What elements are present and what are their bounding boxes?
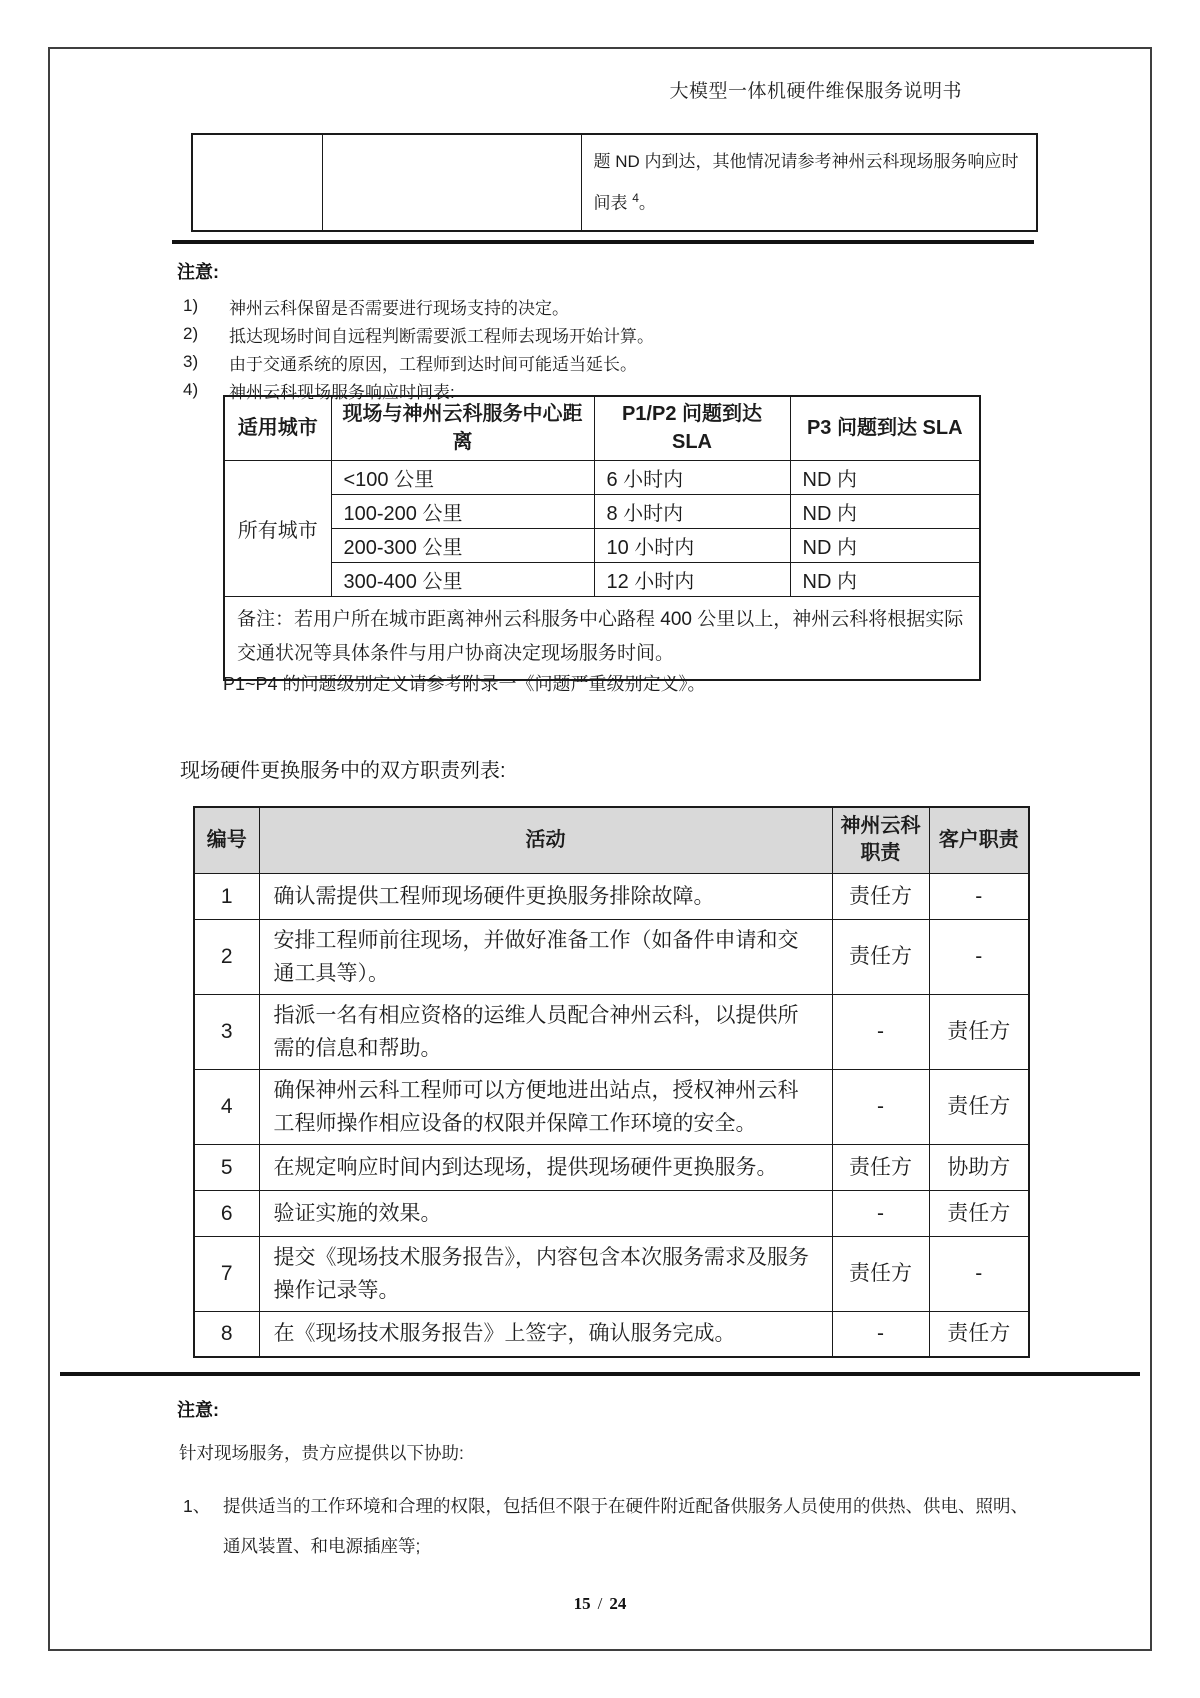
row-number-cell: 1 [194, 873, 259, 919]
column-header-city: 适用城市 [224, 396, 331, 460]
table-row [192, 134, 1037, 231]
activity-cell: 安排工程师前往现场，并做好准备工作（如备件申请和交通工具等）。 [259, 919, 832, 994]
page-number-footer [0, 1594, 1200, 1614]
table-row [194, 919, 1029, 994]
distance-cell: <100 公里 [331, 460, 594, 494]
vendor-duty-cell: 责任方 [832, 873, 929, 919]
activity-cell: 提交《现场技术服务报告》，内容包含本次服务需求及服务操作记录等。 [259, 1236, 832, 1311]
vendor-duty-cell: - [832, 1069, 929, 1144]
p1p2-sla-cell: 12 小时内 [594, 562, 790, 596]
city-cell: 所有城市 [224, 460, 331, 596]
distance-cell: 100-200 公里 [331, 494, 594, 528]
column-header-p3-sla: P3 问题到达 SLA [790, 396, 980, 460]
customer-duty-cell: 责任方 [929, 1311, 1029, 1357]
table-cell [581, 134, 1037, 231]
section-divider-rule [60, 1372, 1140, 1376]
customer-duty-cell: 责任方 [929, 994, 1029, 1069]
list-item-text: 神州云科保留是否需要进行现场支持的决定。 [229, 298, 569, 318]
table-row [194, 1311, 1029, 1357]
footnote-marker: 4 [632, 191, 639, 205]
customer-duty-cell: - [929, 919, 1029, 994]
vendor-duty-cell: - [832, 1311, 929, 1357]
row-number-cell: 6 [194, 1190, 259, 1236]
row-number-cell: 3 [194, 994, 259, 1069]
column-header-p1p2-sla: P1/P2 问题到达 SLA [594, 396, 790, 460]
table-header-row [224, 396, 980, 460]
table-row [194, 873, 1029, 919]
activity-cell: 确保神州云科工程师可以方便地进出站点，授权神州云科工程师操作相应设备的权限并保障工作环境的安全。 [259, 1069, 832, 1144]
list-item [183, 348, 1043, 376]
activity-cell: 在规定响应时间内到达现场，提供现场硬件更换服务。 [259, 1144, 832, 1190]
total-page-count: 24 [609, 1594, 627, 1613]
section-divider-rule [172, 240, 1034, 244]
table-row [224, 596, 980, 680]
list-item-number: 2) [183, 324, 199, 343]
row-number-cell: 8 [194, 1311, 259, 1357]
continuation-table [191, 133, 1038, 232]
distance-cell: 300-400 公里 [331, 562, 594, 596]
notes-label: 注意: [177, 1400, 219, 1420]
activity-cell: 指派一名有相应资格的运维人员配合神州云科，以提供所需的信息和帮助。 [259, 994, 832, 1069]
p3-sla-cell: ND 内 [790, 528, 980, 562]
activity-cell: 验证实施的效果。 [259, 1190, 832, 1236]
list-item-text: 提供适当的工作环境和合理的权限，包括但不限于在硬件附近配备供服务人员使用的供热、供电、照明、通风装置、和电源插座等; [223, 1496, 1028, 1556]
list-item [183, 320, 1043, 348]
section-heading: 现场硬件更换服务中的双方职责列表: [180, 760, 506, 782]
responsibilities-table [193, 806, 1030, 1358]
p3-sla-cell: ND 内 [790, 562, 980, 596]
column-header-activity: 活动 [259, 807, 832, 873]
assistance-intro-text: 针对现场服务，贵方应提供以下协助: [179, 1443, 464, 1463]
p1p2-sla-cell: 8 小时内 [594, 494, 790, 528]
p3-sla-cell: ND 内 [790, 460, 980, 494]
continuation-text-end: 。 [638, 193, 656, 213]
list-item-number: 1、 [183, 1496, 211, 1516]
customer-duty-cell: - [929, 1236, 1029, 1311]
list-item-number: 1) [183, 296, 199, 315]
column-header-customer-duty: 客户职责 [929, 807, 1029, 873]
list-item-text: 抵达现场时间自远程判断需要派工程师去现场开始计算。 [229, 326, 654, 346]
numbered-note-list [183, 292, 1043, 404]
continuation-text [594, 143, 1025, 222]
vendor-duty-cell: 责任方 [832, 1236, 929, 1311]
customer-duty-cell: 责任方 [929, 1069, 1029, 1144]
vendor-duty-cell: 责任方 [832, 1144, 929, 1190]
table-row [194, 994, 1029, 1069]
p1p2-sla-cell: 6 小时内 [594, 460, 790, 494]
column-header-no: 编号 [194, 807, 259, 873]
p1p2-sla-cell: 10 小时内 [594, 528, 790, 562]
table-row [224, 460, 980, 494]
vendor-duty-cell: 责任方 [832, 919, 929, 994]
row-number-cell: 5 [194, 1144, 259, 1190]
table-row [194, 1236, 1029, 1311]
row-number-cell: 7 [194, 1236, 259, 1311]
table-header-row [194, 807, 1029, 873]
list-item-text: 由于交通系统的原因，工程师到达时间可能适当延长。 [229, 354, 637, 374]
p3-sla-cell: ND 内 [790, 494, 980, 528]
p1p4-definition-note: P1~P4 的问题级别定义请参考附录一《问题严重级别定义》。 [223, 674, 706, 694]
empty-cell [192, 134, 322, 231]
page-number-separator: / [597, 1594, 603, 1613]
row-number-cell: 2 [194, 919, 259, 994]
vendor-duty-cell: - [832, 1190, 929, 1236]
remark-cell: 备注：若用户所在城市距离神州云科服务中心路程 400 公里以上，神州云科将根据实际交通状况等具体条件与用户协商决定现场服务时间。 [224, 596, 980, 680]
customer-duty-cell: - [929, 873, 1029, 919]
activity-cell: 在《现场技术服务报告》上签字，确认服务完成。 [259, 1311, 832, 1357]
list-item [183, 292, 1043, 320]
notes-label: 注意: [177, 262, 219, 282]
customer-duty-cell: 协助方 [929, 1144, 1029, 1190]
list-item-number: 3) [183, 352, 199, 371]
empty-cell [322, 134, 581, 231]
document-header-title: 大模型一体机硬件维保服务说明书 [669, 81, 962, 102]
table-row [224, 528, 980, 562]
table-row [194, 1144, 1029, 1190]
list-item-text: 神州云科现场服务响应时间表: [229, 382, 455, 402]
row-number-cell: 4 [194, 1069, 259, 1144]
activity-cell: 确认需提供工程师现场硬件更换服务排除故障。 [259, 873, 832, 919]
vendor-duty-cell: - [832, 994, 929, 1069]
list-item-number: 4) [183, 380, 199, 399]
continuation-text-body: 题 ND 内到达，其他情况请参考神州云科现场服务响应时间表 [593, 152, 1019, 213]
table-row [194, 1190, 1029, 1236]
customer-duty-cell: 责任方 [929, 1190, 1029, 1236]
list-item [183, 1486, 1043, 1566]
table-row [224, 494, 980, 528]
distance-cell: 200-300 公里 [331, 528, 594, 562]
column-header-distance: 现场与神州云科服务中心距离 [331, 396, 594, 460]
column-header-vendor-duty: 神州云科职责 [832, 807, 929, 873]
sla-response-time-table [223, 395, 981, 681]
current-page-number: 15 [573, 1594, 591, 1613]
table-row [224, 562, 980, 596]
table-row [194, 1069, 1029, 1144]
